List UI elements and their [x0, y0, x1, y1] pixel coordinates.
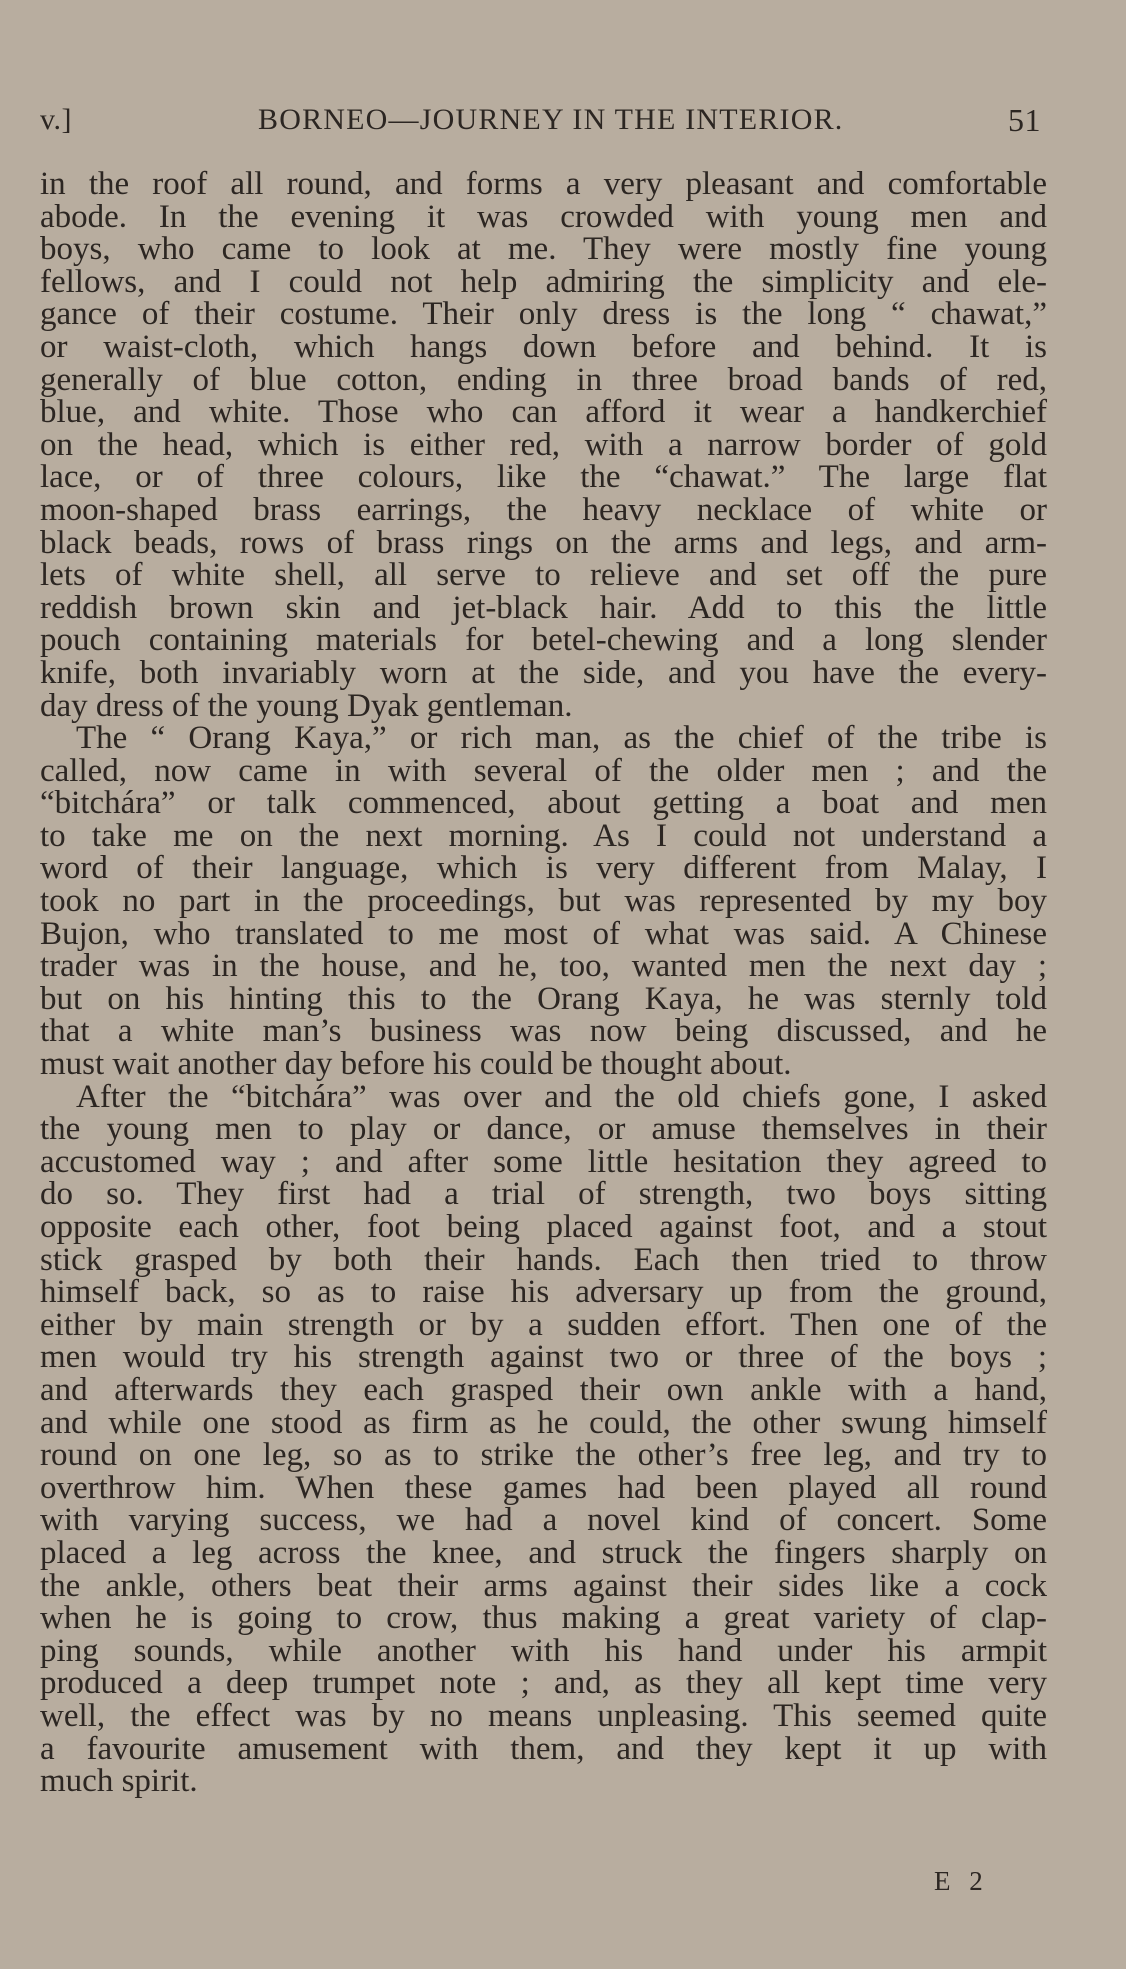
text-line: overthrow him. When these games had been played all round [40, 1469, 1047, 1506]
text-line: that a white man’s business was now being discussed, and he [40, 1013, 1047, 1050]
text-line: round on one leg, so as to strike the other’s free leg, and try to [40, 1437, 1047, 1474]
text-line: well, the effect was by no means unpleasing. This seemed quite [40, 1697, 1047, 1734]
text-line: black beads, rows of brass rings on the arms and legs, and arm- [40, 524, 1047, 561]
signature-mark: E 2 [934, 1866, 989, 1896]
text-line: men would try his strength against two or three of the boys ; [40, 1339, 1047, 1376]
text-line: lace, or of three colours, like the “chawat.” The large flat [40, 459, 1047, 496]
text-line: either by main strength or by a sudden effort. Then one of the [40, 1306, 1047, 1343]
text-line: placed a leg across the knee, and struck the fingers sharply on [40, 1534, 1047, 1571]
text-line: blue, and white. Those who can afford it wear a handkerchief [40, 394, 1047, 431]
text-line: lets of white shell, all serve to relieve and set off the pure [40, 557, 1047, 594]
body-text [40, 168, 1047, 1798]
text-line: pouch containing materials for betel-chewing and a long slender [40, 622, 1047, 659]
text-line: must wait another day before his could be thought about. [40, 1046, 792, 1083]
text-line: After the “bitchára” was over and the old chiefs gone, I asked [76, 1078, 1047, 1115]
text-line: The “ Orang Kaya,” or rich man, as the chief of the tribe is [76, 720, 1047, 757]
text-line: the ankle, others beat their arms against their sides like a cock [40, 1567, 1047, 1604]
text-line: but on his hinting this to the Orang Kaya, he was sternly told [40, 980, 1047, 1017]
text-line: called, now came in with several of the older men ; and the [40, 752, 1047, 789]
text-line: the young men to play or dance, or amuse themselves in their [40, 1111, 1047, 1148]
text-line: himself back, so as to raise his adversary up from the ground, [40, 1274, 1047, 1311]
text-line: on the head, which is either red, with a narrow border of gold [40, 426, 1047, 463]
text-line: moon-shaped brass earrings, the heavy necklace of white or [40, 491, 1047, 528]
text-line: a favourite amusement with them, and they kept it up with [40, 1730, 1047, 1767]
text-line: opposite each other, foot being placed against foot, and a stout [40, 1209, 1047, 1245]
text-line: much spirit. [40, 1763, 198, 1800]
text-line: do so. They first had a trial of strength, two boys sitting [40, 1176, 1047, 1213]
running-header [40, 100, 1046, 140]
text-line: Bujon, who translated to me most of what was said. A Chinese [40, 915, 1047, 952]
text-line: “bitchára” or talk commenced, about getting a boat and men [40, 785, 1047, 822]
text-line: fellows, and I could not help admiring the simplicity and ele- [40, 263, 1047, 300]
chapter-number: v.] [40, 103, 73, 136]
text-line: ping sounds, while another with his hand under his armpit [40, 1632, 1047, 1669]
text-line: trader was in the house, and he, too, wanted men the next day ; [40, 948, 1047, 985]
text-line: or waist-cloth, which hangs down before and behind. It is [40, 328, 1047, 365]
text-line: day dress of the young Dyak gentleman. [40, 687, 573, 724]
text-line: and while one stood as firm as he could, the other swung himself [40, 1404, 1047, 1441]
text-line: accustomed way ; and after some little hesitation they agreed to [40, 1143, 1047, 1180]
text-line: produced a deep trumpet note ; and, as they all kept time very [40, 1665, 1047, 1702]
text-line: abode. In the evening it was crowded with young men and [40, 198, 1047, 235]
text-line: generally of blue cotton, ending in three broad bands of red, [40, 361, 1047, 398]
text-line: with varying success, we had a novel kind of concert. Some [40, 1502, 1047, 1539]
text-line: reddish brown skin and jet-black hair. Add to this the little [40, 589, 1047, 626]
text-line: and afterwards they each grasped their own ankle with a hand, [40, 1371, 1047, 1408]
page-number: 51 [1008, 102, 1041, 138]
text-line: in the roof all round, and forms a very pleasant and comfortable [40, 166, 1047, 202]
text-line: took no part in the proceedings, but was represented by my boy [40, 883, 1047, 920]
text-line: to take me on the next morning. As I could not understand a [40, 817, 1047, 854]
text-line: boys, who came to look at me. They were mostly fine young [40, 231, 1047, 268]
text-line: word of their language, which is very different from Malay, I [40, 850, 1047, 887]
running-title: BORNEO—JOURNEY IN THE INTERIOR. [258, 103, 844, 136]
text-line: when he is going to crow, thus making a great variety of clap- [40, 1600, 1047, 1637]
text-line: gance of their costume. Their only dress is the long “ chawat,” [40, 296, 1047, 333]
text-line: stick grasped by both their hands. Each then tried to throw [40, 1241, 1047, 1278]
text-line: knife, both invariably worn at the side, and you have the every- [40, 654, 1047, 691]
